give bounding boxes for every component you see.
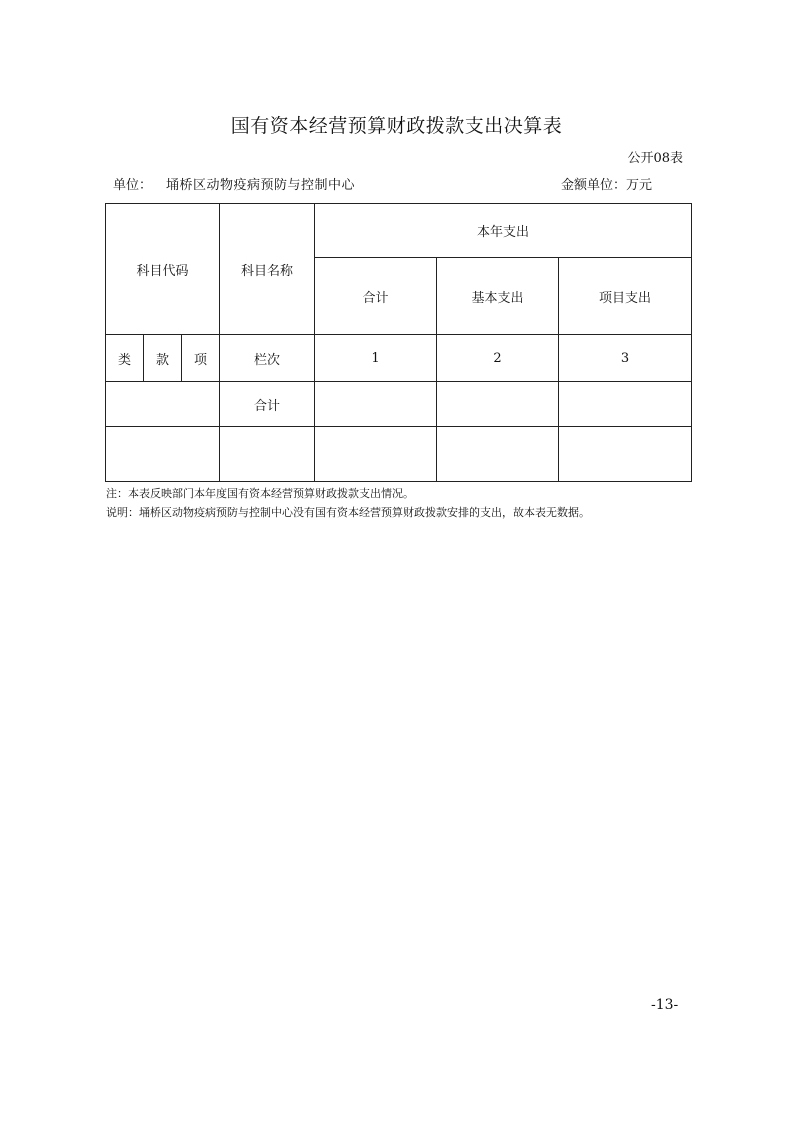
index-col-3: 3 (559, 335, 692, 382)
header-subject-name: 科目名称 (220, 204, 315, 335)
row-name: 合计 (220, 382, 315, 427)
row-name (220, 427, 315, 482)
index-row (106, 335, 692, 382)
index-col-2: 2 (437, 335, 559, 382)
row-basic (437, 382, 559, 427)
form-code: 公开08表 (627, 151, 683, 166)
row-project (559, 427, 692, 482)
row-total (315, 382, 437, 427)
header-basic-expense: 基本支出 (437, 258, 559, 335)
note-text: 注：本表反映部门本年度国有资本经营预算财政拨款支出情况。 (106, 487, 414, 500)
expense-table (105, 203, 692, 482)
table-row (106, 427, 692, 482)
row-project (559, 382, 692, 427)
code-col-item: 项 (182, 335, 220, 382)
table-row (106, 382, 692, 427)
page-title: 国有资本经营预算财政拨款支出决算表 (230, 115, 563, 137)
header-row-1 (106, 204, 692, 258)
amount-unit: 金额单位：万元 (561, 178, 653, 193)
row-total (315, 427, 437, 482)
code-col-section: 款 (144, 335, 182, 382)
row-basic (437, 427, 559, 482)
row-code (106, 382, 220, 427)
header-project-expense: 项目支出 (559, 258, 692, 335)
index-label: 栏次 (220, 335, 315, 382)
page-number: -13- (651, 997, 679, 1013)
unit-label: 单位： (113, 178, 153, 193)
header-current-year-expense: 本年支出 (315, 204, 692, 258)
explanation-text: 说明：埇桥区动物疫病预防与控制中心没有国有资本经营预算财政拨款安排的支出，故本表无数据。 (106, 506, 590, 519)
row-code (106, 427, 220, 482)
index-col-1: 1 (315, 335, 437, 382)
unit-name: 埇桥区动物疫病预防与控制中心 (166, 178, 356, 193)
header-subject-code: 科目代码 (106, 204, 220, 335)
code-col-category: 类 (106, 335, 144, 382)
header-total: 合计 (315, 258, 437, 335)
unit-info (113, 177, 355, 195)
